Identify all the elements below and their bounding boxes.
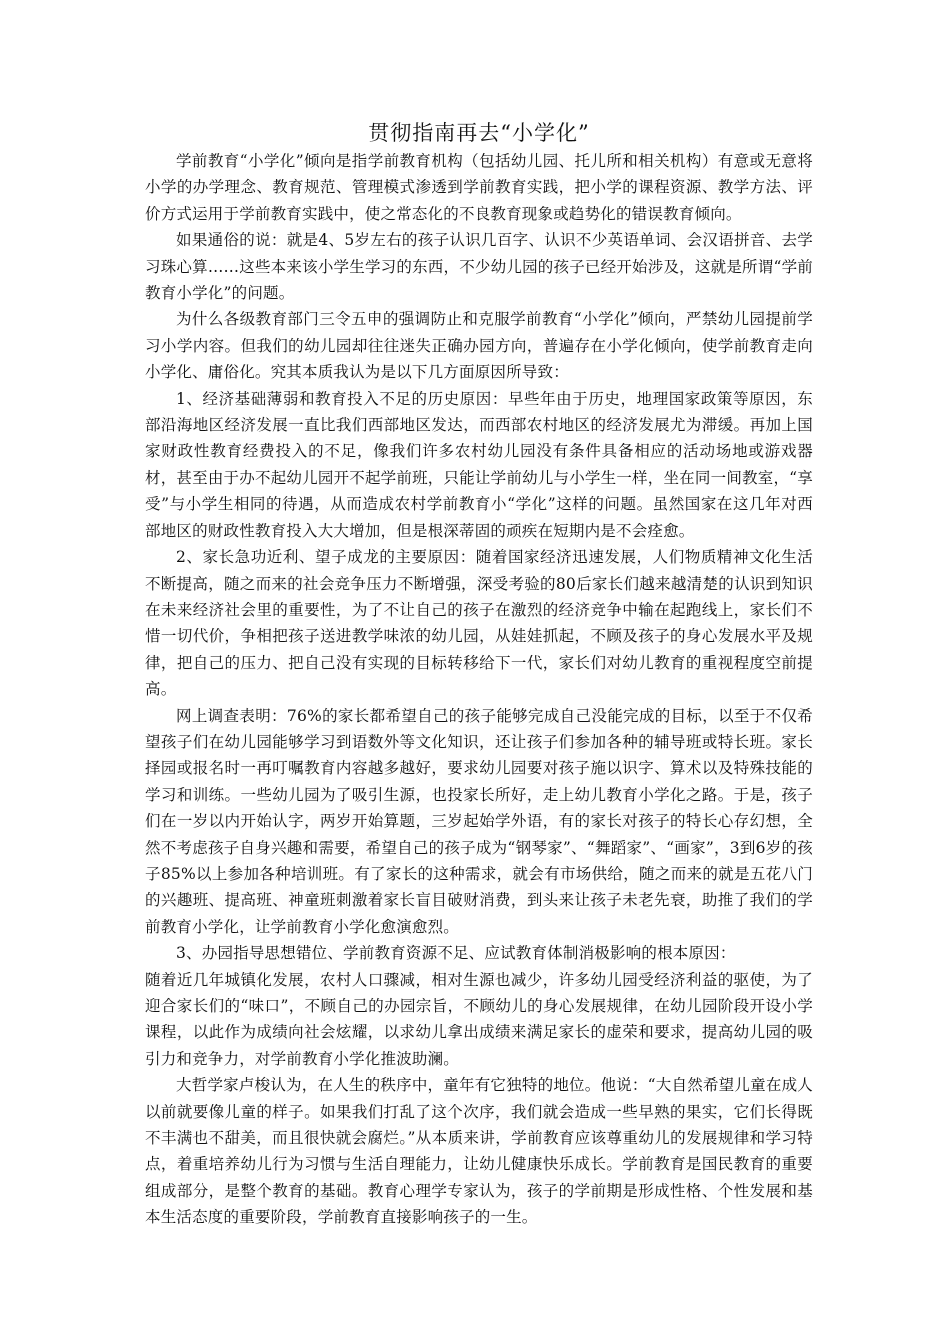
- paragraph-reason-2: 2、家长急功近利、望子成龙的主要原因：随着国家经济迅速发展，人们物质精神文化生活不断提高，随之而来的社会竞争压力不断增强，深受考验的80后家长们越来越清楚的认识到知识在未来经济社会里的重要性，为了不让自己的孩子在激烈的经济竞争中输在起跑线上，家长们不惜一切代价，争相把孩子送进教学味浓的幼儿园，从娃娃抓起，不顾及孩子的身心发展水平及规律，把自己的压力、把自己没有实现的目标转移给下一代，家长们对幼儿教育的重视程度空前提高。: [145, 548, 813, 699]
- paragraph-reason-3-heading: 3、办园指导思想错位、学前教育资源不足、应试教育体制消极影响的根本原因：: [176, 944, 736, 963]
- paragraph-reason-1: 1、经济基础薄弱和教育投入不足的历史原因：早些年由于历史，地理国家政策等原因，东部沿海地区经济发展一直比我们西部地区发达，而西部农村地区的经济发展尤为滞缓。再加上国家财政性教育经费投入的不足，像我们许多农村幼儿园没有条件具备相应的活动场地或游戏器材，甚至由于办不起幼儿园开不起学前班，只能让学前幼儿与小学生一样，坐在同一间教室，“享受”与小学生相同的待遇，从而造成农村学前教育小“学化”这样的问题。虽然国家在这几年对西部地区的财政性教育投入大大增加，但是根深蒂固的顽疾在短期内是不会痊愈。: [145, 389, 813, 540]
- paragraph-definition: 学前教育“小学化”倾向是指学前教育机构（包括幼儿园、托儿所和相关机构）有意或无意将小学的办学理念、教育规范、管理模式渗透到学前教育实践，把小学的课程资源、教学方法、评价方式运用于学前教育实践中，使之常态化的不良教育现象或趋势化的错误教育倾向。: [145, 152, 813, 223]
- paragraph-reason-3-body: 随着近几年城镇化发展，农村人口骤减，相对生源也减少，许多幼儿园受经济利益的驱使，为了迎合家长们的“味口”，不顾自己的办园宗旨，不顾幼儿的身心发展规律，在幼儿园阶段开设小学课程，以此作为成绩向社会炫耀，以求幼儿拿出成绩来满足家长的虚荣和要求，提高幼儿园的吸引力和竞争力，对学前教育小学化推波助澜。: [145, 970, 813, 1068]
- paragraph-survey: 网上调查表明：76%的家长都希望自己的孩子能够完成自己没能完成的目标，以至于不仅希望孩子们在幼儿园能够学习到语数外等文化知识，还让孩子们参加各种的辅导班或特长班。家长择园或报名时一再叮嘱教育内容越多越好，要求幼儿园要对孩子施以识字、算术以及特殊技能的学习和训练。一些幼儿园为了吸引生源，也投家长所好，走上幼儿教育小学化之路。于是，孩子们在一岁以内开始认字，两岁开始算题，三岁起始学外语，有的家长对孩子的特长心存幻想，全然不考虑孩子自身兴趣和需要，希望自己的孩子成为“钢琴家”、“舞蹈家”、“画家”，3到6岁的孩子85%以上参加各种培训班。有了家长的这种需求，就会有市场供给，随之而来的就是五花八门的兴趣班、提高班、神童班刺激着家长盲目破财消费，到头来让孩子未老先衰，助推了我们的学前教育小学化，让学前教育小学化愈演愈烈。: [145, 706, 813, 936]
- paragraph-question: 为什么各级教育部门三令五申的强调防止和克服学前教育“小学化”倾向，严禁幼儿园提前学习小学内容。但我们的幼儿园却往往迷失正确办园方向，普遍存在小学化倾向，使学前教育走向小学化、庸俗化。究其本质我认为是以下几方面原因所导致：: [145, 310, 813, 382]
- document-title: 贯彻指南再去“小学化”: [368, 121, 590, 145]
- document-page: [145, 118, 813, 1231]
- paragraph-rousseau: 大哲学家卢梭认为，在人生的秩序中，童年有它独特的地位。他说：“大自然希望儿童在成人以前就要像儿童的样子。如果我们打乱了这个次序，我们就会造成一些早熟的果实，它们长得既不丰满也不甜美，而且很快就会腐烂。”从本质来讲，学前教育应该尊重幼儿的发展规律和学习特点，着重培养幼儿行为习惯与生活自理能力，让幼儿健康快乐成长。学前教育是国民教育的重要组成部分，是整个教育的基础。教育心理学专家认为，孩子的学前期是形成性格、个性发展和基本生活态度的重要阶段，学前教育直接影响孩子的一生。: [145, 1076, 813, 1227]
- paragraph-plain-explanation: 如果通俗的说：就是4、5岁左右的孩子认识几百字、认识不少英语单词、会汉语拼音、去学习珠心算……这些本来该小学生学习的东西，不少幼儿园的孩子已经开始涉及，这就是所谓“学前教育小学化”的问题。: [145, 231, 813, 303]
